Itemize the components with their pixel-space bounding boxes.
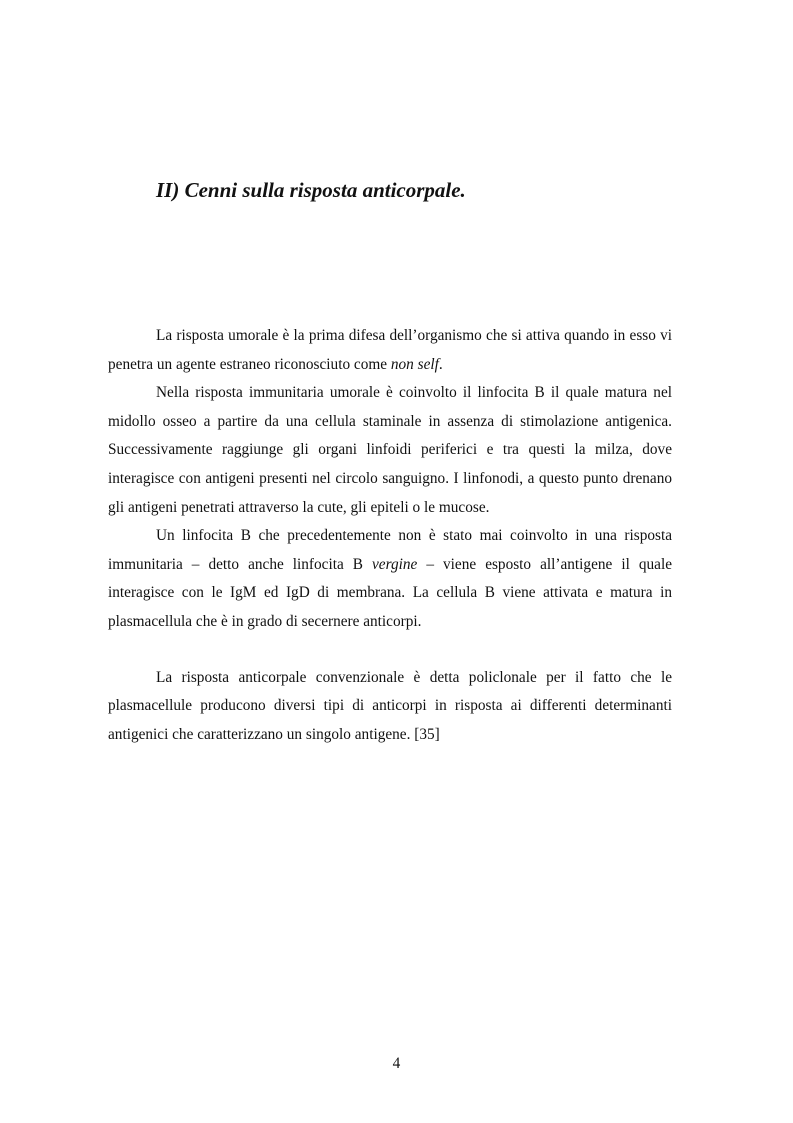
term-non-self: non self	[390, 355, 439, 373]
paragraph-gap	[108, 637, 672, 664]
page-number: 4	[392, 1055, 401, 1072]
paragraph-3-text-a: Un linfocita B che precedentemente non è stato mai coinvolto in una risposta immunitaria – detto anche linfocita B	[108, 527, 672, 573]
paragraph-3	[108, 522, 672, 636]
paragraph-1-text-a: La risposta umorale è la prima difesa dell’organismo che si attiva quando in esso vi penetra un agente estraneo riconosciuto come	[108, 327, 672, 373]
term-vergine: vergine	[372, 555, 418, 573]
paragraph-4: La risposta anticorpale convenzionale è detta policlonale per il fatto che le plasmacellule producono diversi tipi di anticorpi in risposta ai differenti determinanti antigenici che caratterizzano un singolo antigene. [35]	[108, 668, 672, 743]
paragraph-1	[108, 322, 672, 379]
paragraph-1-text-b: .	[438, 355, 443, 373]
paragraph-3-text-b: – viene esposto all’antigene il quale interagisce con le IgM ed IgD di membrana. La cellula B viene attivata e matura in plasmacellula che è in grado di secernere anticorpi.	[108, 555, 672, 630]
section-heading: II) Cenni sulla risposta anticorpale.	[156, 178, 466, 202]
body-text	[108, 322, 672, 749]
paragraph-2: Nella risposta immunitaria umorale è coinvolto il linfocita B il quale matura nel midollo osseo a partire da una cellula staminale in assenza di stimolazione antigenica. Successivamente raggiunge gli organi linfoidi periferici e tra questi la milza, dove interagisce con antigeni presenti nel circolo sanguigno. I linfonodi, a questo punto drenano gli antigeni penetrati attraverso la cute, gli epiteli o le mucose.	[108, 384, 672, 516]
